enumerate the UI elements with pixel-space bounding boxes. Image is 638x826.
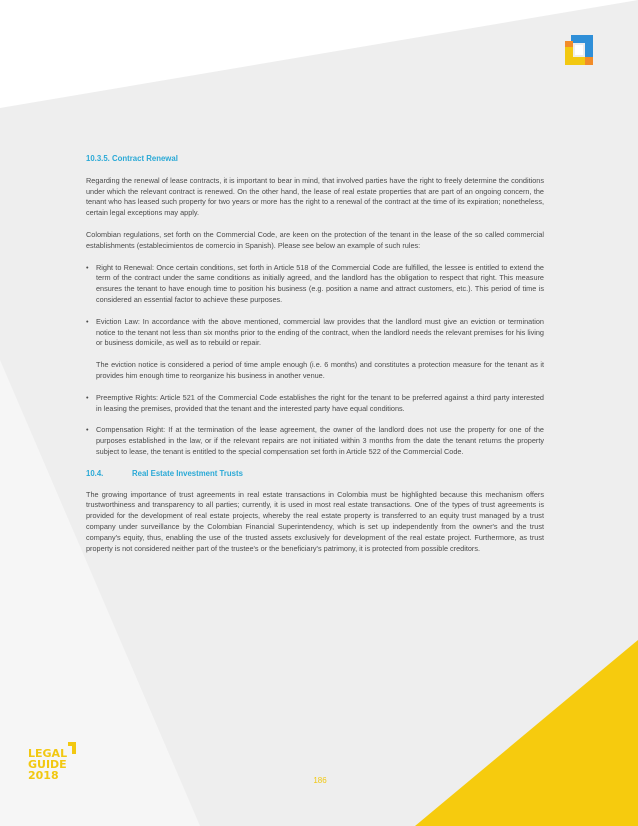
bullet-eviction-law	[86, 317, 544, 349]
bullet-text: Preemptive Rights: Article 521 of the Commercial Code establishes the right for the tenant to be preferred against a third party interested in leasing the premises, provided that the tenant and the interested party have equal conditions.	[96, 392, 544, 413]
page-number: 186	[313, 776, 327, 785]
cube-logo-icon	[563, 33, 597, 67]
bullet-text: Right to Renewal: Once certain conditions, set forth in Article 518 of the Commercial Code are fulfilled, the lessee is entitled to extend the term of the contract under the same conditions as initially agreed, and the landlord has the obligation to respect that right. This measure ensures the tenant to have enough time to position his business (e.g. position a name and attract customers, etc.). This period of time is considered an essential factor to achieve these purposes.	[96, 262, 544, 304]
bullet-text: Compensation Right: If at the termination of the lease agreement, the owner of the landlord does not use the property for one of the purposes established in the law, or if the relevant repairs are not initiated within 3 months from the date the tenant returns the property subject to lease, the tenant is entitled to the special compensation set forth in Article 522 of the Commercial Code.	[96, 425, 544, 456]
logo-bracket-icon	[68, 742, 76, 754]
legal-guide-logo	[28, 742, 88, 786]
logo-line-3: 2018	[28, 769, 59, 782]
logo-text	[28, 748, 67, 781]
paragraph-colombian-regulations: Colombian regulations, set forth on the Commercial Code, are keen on the protection of the tenant in the lease of the so called commercial establishments (establecimientos de comercio in Spanish). Please see below an example of such rules:	[86, 229, 544, 250]
bullet-text: Eviction Law: In accordance with the above mentioned, commercial law provides that the landlord must give an eviction or termination notice to the tenant not less than six months prior to the ending of the contract, when the landlord needs the relevant premises for his living or business domicile, as well as to rebuild or repair.	[96, 316, 544, 348]
logo-line-2: GUIDE	[28, 758, 67, 771]
paragraph-trust-agreements: The growing importance of trust agreements in real estate transactions in Colombia must be highlighted because this mechanism offers trustworthiness and transparency to all parties; currently, it is used in most real estate transactions. One of the types of trust agreements is provided for the development of real estate projects, whereby the real estate property is transferred to an equity trust managed by a trust company under surveillance by the Colombian Financial Superintendency, which is set up independently from the owner's and the trust company's equity, thus, enabling the use of the trusted assets exclusively for development of the real estate project. Furthermore, as trust property is not considered neither part of the trustee's or the beneficiary's patrimony, it is protected from possible creditors.	[86, 489, 544, 553]
document-body	[86, 154, 544, 565]
bullet-symbol: •	[86, 316, 89, 326]
bullet-preemptive-rights	[86, 393, 544, 415]
bullet-symbol: •	[86, 392, 89, 402]
section-title: Real Estate Investment Trusts	[132, 468, 243, 478]
paragraph-renewal-intro: Regarding the renewal of lease contracts, it is important to bear in mind, that involved parties have the right to freely determine the conditions under which the relevant contract is renewed. On the other hand, the lease of real estate properties that are part of an ongoing concern, the tenant who has leased such property for two years or more has the right to a renewal of the contract at the time of its expiration; nonetheless, certain legal exceptions may apply.	[86, 175, 544, 218]
bullet-symbol: •	[86, 262, 89, 272]
section-heading-real-estate-trusts	[86, 469, 544, 480]
section-heading-contract-renewal: 10.3.5. Contract Renewal	[86, 154, 178, 163]
bullet-right-to-renewal	[86, 263, 544, 306]
logo-line-1: LEGAL	[28, 747, 68, 760]
bullet-symbol: •	[86, 425, 89, 435]
paragraph-eviction-notice: The eviction notice is considered a period of time ample enough (i.e. 6 months) and constitutes a protection measure for the tenant as it provides him enough time to reorganize his business in another venue.	[96, 360, 544, 380]
bullet-compensation-right	[86, 425, 544, 457]
section-number: 10.4.	[86, 468, 104, 478]
